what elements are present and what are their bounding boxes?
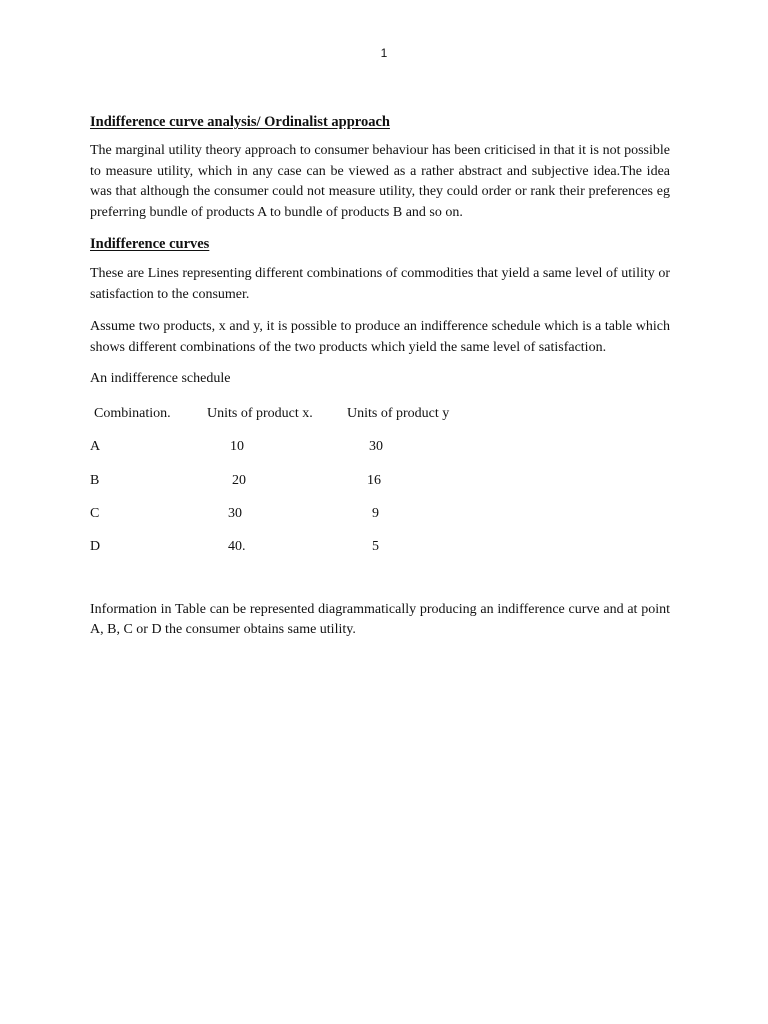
heading-indifference-curves: Indifference curves <box>90 236 210 252</box>
table-header-combination: Combination. <box>94 405 171 421</box>
table-cell-y: 9 <box>372 505 379 521</box>
table-cell-x: 30 <box>228 505 242 521</box>
table-cell-combination: B <box>90 472 100 488</box>
table-header-product-x: Units of product x. <box>207 405 313 421</box>
schedule-caption: An indifference schedule <box>90 371 231 386</box>
heading-main: Indifference curve analysis/ Ordinalist approach <box>90 114 390 130</box>
table-cell-y: 16 <box>367 472 381 488</box>
paragraph-curves-definition: These are Lines representing different combinations of commodities that yield a same level of utility or satisfaction to the consumer. <box>90 266 670 302</box>
table-cell-x: 10 <box>230 438 244 454</box>
paragraph-assumption: Assume two products, x and y, it is possible to produce an indifference schedule which is a table which shows different combinations of the two products which yield the same level of satisfaction. <box>90 319 670 355</box>
table-header-product-y: Units of product y <box>347 405 450 421</box>
indifference-schedule-table <box>90 404 670 570</box>
table-cell-y: 30 <box>369 438 383 454</box>
table-cell-x: 20 <box>232 472 246 488</box>
table-cell-x: 40. <box>228 538 246 554</box>
table-cell-combination: D <box>90 538 101 554</box>
page-number: 1 <box>380 46 388 60</box>
document-body <box>90 112 670 641</box>
table-cell-combination: C <box>90 505 100 521</box>
paragraph-intro: The marginal utility theory approach to consumer behaviour has been criticised in that it is not possible to measure utility, which in any case can be viewed as a rather abstract and subjective idea.The idea was that although the consumer could not measure utility, they could order or rank their preferences eg preferring bundle of products A to bundle of products B and so on. <box>90 143 670 220</box>
table-cell-combination: A <box>90 438 101 454</box>
paragraph-information: Information in Table can be represented diagrammatically producing an indifference curve and at point A, B, C or D the consumer obtains same utility. <box>90 601 670 637</box>
table-cell-y: 5 <box>372 538 379 554</box>
